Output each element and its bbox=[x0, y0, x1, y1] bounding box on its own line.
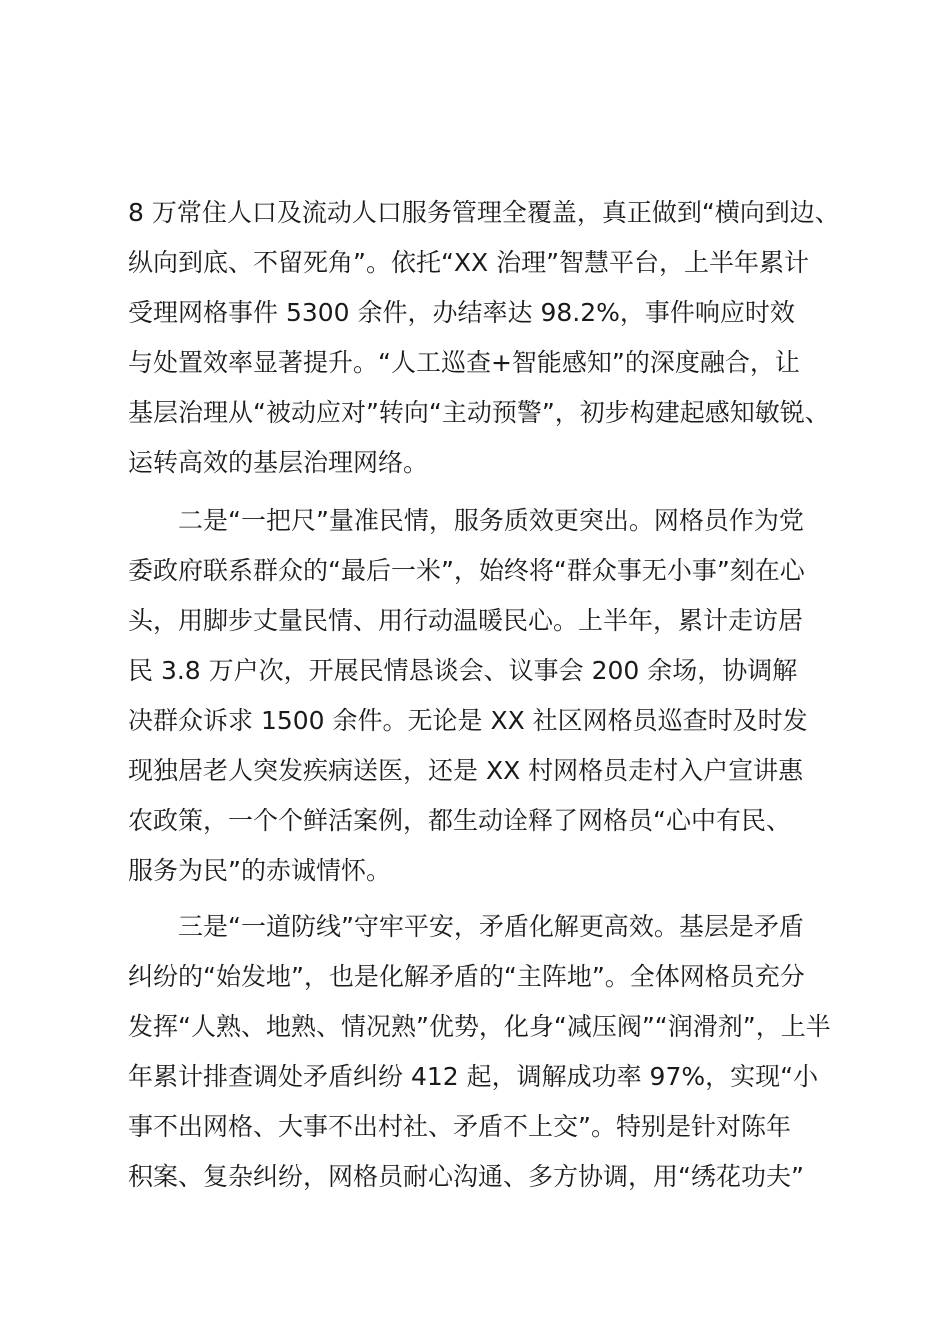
text-line: 二是“一把尺”量准民情，服务质效更突出。网格员作为党 bbox=[178, 506, 804, 535]
text-line: 决群众诉求 1500 余件。无论是 XX 社区网格员巡查时及时发 bbox=[128, 706, 808, 735]
text-line: 基层治理从“被动应对”转向“主动预警”，初步构建起感知敏锐、 bbox=[128, 398, 830, 427]
text-line: 头，用脚步丈量民情、用行动温暖民心。上半年，累计走访居 bbox=[128, 606, 804, 635]
text-line: 发挥“人熟、地熟、情况熟”优势，化身“减压阀”“润滑剂”，上半 bbox=[128, 1012, 831, 1041]
text-line: 年累计排查调处矛盾纠纷 412 起，调解成功率 97%，实现“小 bbox=[128, 1062, 819, 1091]
text-line: 积案、复杂纠纷，网格员耐心沟通、多方协调，用“绣花功夫” bbox=[128, 1162, 804, 1191]
text-line: 服务为民”的赤诚情怀。 bbox=[128, 856, 391, 885]
text-line: 运转高效的基层治理网络。 bbox=[128, 448, 429, 477]
text-line: 受理网格事件 5300 余件，办结率达 98.2%，事件响应时效 bbox=[128, 298, 795, 327]
text-line: 8 万常住人口及流动人口服务管理全覆盖，真正做到“横向到边、 bbox=[128, 198, 840, 227]
text-line: 农政策，一个个鲜活案例，都生动诠释了网格员“心中有民、 bbox=[128, 806, 791, 835]
text-line: 民 3.8 万户次，开展民情恳谈会、议事会 200 余场，协调解 bbox=[128, 656, 798, 685]
text-line: 纵向到底、不留死角”。依托“XX 治理”智慧平台，上半年累计 bbox=[128, 248, 810, 277]
text-line: 纠纷的“始发地”，也是化解矛盾的“主阵地”。全体网格员充分 bbox=[128, 962, 805, 991]
text-line: 三是“一道防线”守牢平安，矛盾化解更高效。基层是矛盾 bbox=[178, 912, 804, 941]
text-line: 现独居老人突发疾病送医，还是 XX 村网格员走村入户宣讲惠 bbox=[128, 756, 804, 785]
text-line: 委政府联系群众的“最后一米”，始终将“群众事无小事”刻在心 bbox=[128, 556, 805, 585]
text-line: 事不出网格、大事不出村社、矛盾不上交”。特别是针对陈年 bbox=[128, 1112, 791, 1141]
text-line: 与处置效率显著提升。“人工巡查+智能感知”的深度融合，让 bbox=[128, 348, 800, 377]
